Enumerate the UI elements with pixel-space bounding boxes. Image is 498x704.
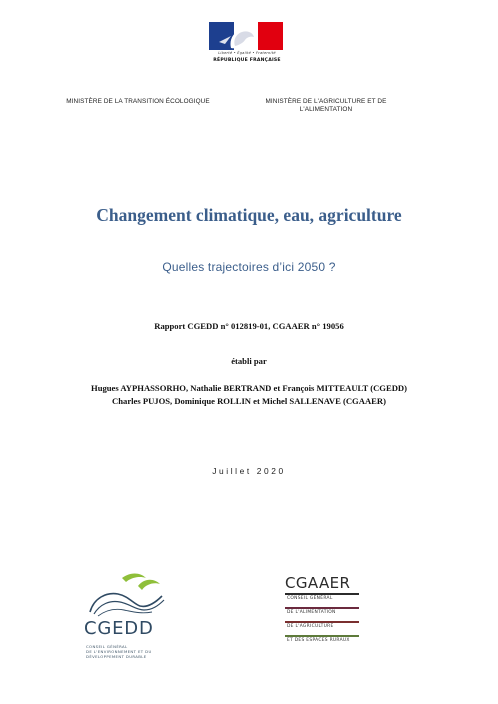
report-reference: Rapport CGEDD n° 012819-01, CGAAER n° 19056 xyxy=(154,321,344,331)
cgaaer-rule xyxy=(285,621,359,623)
authors-cgedd: Hugues AYPHASSORHO, Nathalie BERTRAND et François MITTEAULT (CGEDD) xyxy=(91,383,407,393)
ministry-agriculture: MINISTÈRE DE L'AGRICULTURE ET DE L'ALIMENTATION xyxy=(265,98,387,113)
cgedd-subtitle-line: CONSEIL GÉNÉRAL xyxy=(86,644,128,649)
ministry-transition-ecologique: MINISTÈRE DE LA TRANSITION ÉCOLOGIQUE xyxy=(66,98,210,105)
republic-name: RÉPUBLIQUE FRANÇAISE xyxy=(213,58,281,63)
cgaaer-line: DE L'ALIMENTATION xyxy=(287,610,336,615)
cgaaer-rule xyxy=(285,635,359,637)
cgedd-subtitle xyxy=(86,644,170,659)
document-title: Changement climatique, eau, agriculture xyxy=(96,205,402,225)
established-by: établi par xyxy=(231,356,267,366)
republique-francaise-logo xyxy=(205,22,289,70)
authors-cgaaer: Charles PUJOS, Dominique ROLLIN et Michel SALLENAVE (CGAAER) xyxy=(112,396,386,406)
republic-motto: Liberté • Égalité • Fraternité xyxy=(218,51,276,55)
cgedd-subtitle-line: DÉVELOPPEMENT DURABLE xyxy=(86,654,147,659)
marianne-flag-icon xyxy=(209,22,283,50)
cgedd-subtitle-line: DE L'ENVIRONNEMENT ET DU xyxy=(86,649,152,654)
cgedd-name: CGEDD xyxy=(84,618,154,639)
cgaaer-line: ET DES ESPACES RURAUX xyxy=(287,638,350,643)
cgedd-logo xyxy=(84,568,168,668)
cgaaer-rule xyxy=(285,607,359,609)
cgaaer-logo xyxy=(285,574,375,670)
publication-date: Juillet 2020 xyxy=(212,466,286,476)
cgaaer-line: DE L'AGRICULTURE xyxy=(287,624,334,629)
cgaaer-name: CGAAER xyxy=(285,574,351,592)
cgaaer-line: CONSEIL GÉNÉRAL xyxy=(287,596,333,601)
document-subtitle: Quelles trajectoires d’ici 2050 ? xyxy=(162,260,336,274)
cgaaer-rule xyxy=(285,593,359,595)
cgedd-swoosh-icon xyxy=(84,568,168,620)
